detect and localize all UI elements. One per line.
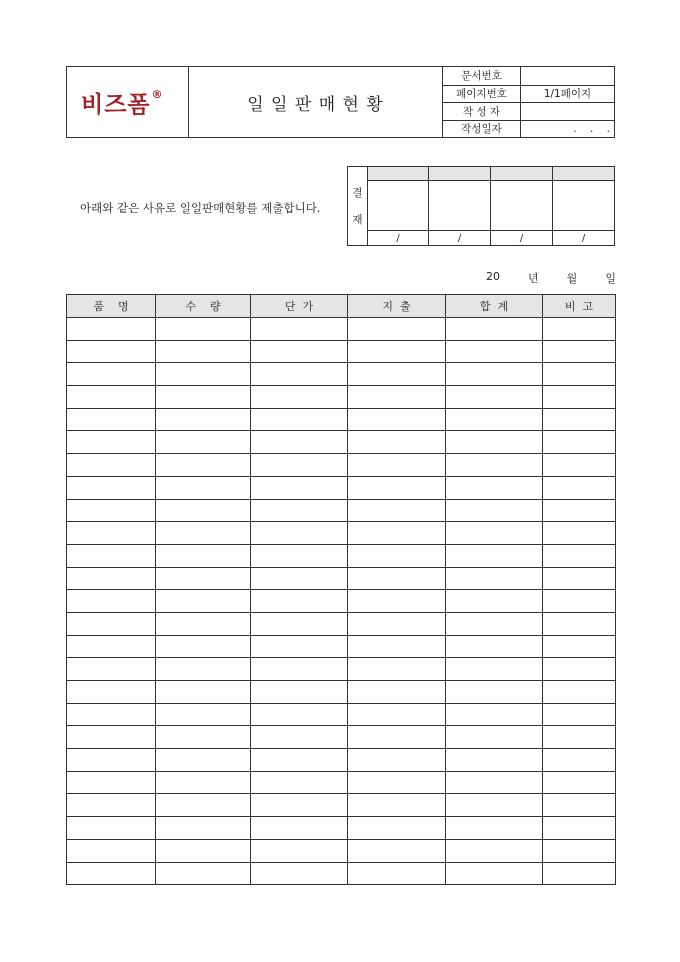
item-cell[interactable] <box>67 658 156 681</box>
item-cell[interactable] <box>67 703 156 726</box>
remarks-cell[interactable] <box>543 794 616 817</box>
table-row <box>67 794 616 817</box>
info-row-date <box>443 120 614 138</box>
expense-cell[interactable] <box>348 839 446 862</box>
remarks-cell[interactable] <box>543 499 616 522</box>
remarks-cell[interactable] <box>543 612 616 635</box>
quantity-cell[interactable] <box>156 318 251 341</box>
total-cell[interactable] <box>446 454 543 477</box>
unit-price-cell[interactable] <box>251 454 348 477</box>
info-label: 페이지번호 <box>443 86 521 103</box>
table-row <box>67 386 616 409</box>
unit-price-cell[interactable] <box>251 726 348 749</box>
table-row <box>67 658 616 681</box>
approval-label-bottom: 재 <box>352 214 363 226</box>
column-header-remarks: 비 고 <box>543 295 616 318</box>
remarks-cell[interactable] <box>543 386 616 409</box>
unit-price-cell[interactable] <box>251 635 348 658</box>
item-cell[interactable] <box>67 408 156 431</box>
month-label: 월 <box>566 272 578 285</box>
table-row <box>67 454 616 477</box>
table-row <box>67 340 616 363</box>
doc-number-field[interactable] <box>521 67 614 85</box>
quantity-cell[interactable] <box>156 476 251 499</box>
approval-title-cell[interactable] <box>553 167 614 181</box>
author-field[interactable] <box>521 103 614 120</box>
expense-cell[interactable] <box>348 544 446 567</box>
report-date-line <box>486 270 616 286</box>
remarks-cell[interactable] <box>543 340 616 363</box>
column-header-quantity: 수 량 <box>156 295 251 318</box>
approval-date-cell[interactable]: / <box>396 232 400 244</box>
created-date-field[interactable]: . . . <box>573 122 610 135</box>
unit-price-cell[interactable] <box>251 431 348 454</box>
submission-statement: 아래와 같은 사유로 일일판매현황를 제출합니다. <box>80 201 321 215</box>
day-label: 일 <box>605 272 616 285</box>
quantity-cell[interactable] <box>156 635 251 658</box>
quantity-cell[interactable] <box>156 590 251 613</box>
document-header <box>66 66 615 138</box>
total-cell[interactable] <box>446 590 543 613</box>
table-row <box>67 612 616 635</box>
remarks-cell[interactable] <box>543 567 616 590</box>
approval-slot[interactable] <box>553 167 614 245</box>
unit-price-cell[interactable] <box>251 567 348 590</box>
item-cell[interactable] <box>67 726 156 749</box>
item-cell[interactable] <box>67 839 156 862</box>
quantity-cell[interactable] <box>156 749 251 772</box>
column-header-unit-price: 단 가 <box>251 295 348 318</box>
item-cell[interactable] <box>67 794 156 817</box>
remarks-cell[interactable] <box>543 839 616 862</box>
total-cell[interactable] <box>446 839 543 862</box>
item-cell[interactable] <box>67 476 156 499</box>
unit-price-cell[interactable] <box>251 590 348 613</box>
expense-cell[interactable] <box>348 454 446 477</box>
item-cell[interactable] <box>67 635 156 658</box>
remarks-cell[interactable] <box>543 749 616 772</box>
info-label: 작 성 자 <box>443 103 521 120</box>
quantity-cell[interactable] <box>156 681 251 704</box>
item-cell[interactable] <box>67 817 156 840</box>
total-cell[interactable] <box>446 363 543 386</box>
expense-cell[interactable] <box>348 590 446 613</box>
quantity-cell[interactable] <box>156 612 251 635</box>
quantity-cell[interactable] <box>156 499 251 522</box>
expense-cell[interactable] <box>348 363 446 386</box>
item-cell[interactable] <box>67 681 156 704</box>
remarks-cell[interactable] <box>543 476 616 499</box>
total-cell[interactable] <box>446 658 543 681</box>
total-cell[interactable] <box>446 544 543 567</box>
table-body <box>67 318 616 885</box>
item-cell[interactable] <box>67 431 156 454</box>
quantity-cell[interactable] <box>156 454 251 477</box>
table-row <box>67 544 616 567</box>
remarks-cell[interactable] <box>543 544 616 567</box>
approval-signature-cell[interactable] <box>429 181 490 231</box>
quantity-cell[interactable] <box>156 431 251 454</box>
total-cell[interactable] <box>446 386 543 409</box>
quantity-cell[interactable] <box>156 839 251 862</box>
remarks-cell[interactable] <box>543 454 616 477</box>
unit-price-cell[interactable] <box>251 340 348 363</box>
expense-cell[interactable] <box>348 567 446 590</box>
table-row <box>67 771 616 794</box>
table-row <box>67 749 616 772</box>
approval-box <box>347 166 615 246</box>
item-cell[interactable] <box>67 590 156 613</box>
item-cell[interactable] <box>67 862 156 885</box>
expense-cell[interactable] <box>348 431 446 454</box>
remarks-cell[interactable] <box>543 703 616 726</box>
quantity-cell[interactable] <box>156 340 251 363</box>
column-header-expense: 지 출 <box>348 295 446 318</box>
logo-text: 비즈폼 <box>81 92 151 118</box>
expense-cell[interactable] <box>348 862 446 885</box>
table-row <box>67 567 616 590</box>
approval-label <box>348 167 368 245</box>
approval-slot[interactable] <box>491 167 553 245</box>
quantity-cell[interactable] <box>156 522 251 545</box>
table-row <box>67 635 616 658</box>
total-cell[interactable] <box>446 476 543 499</box>
approval-signature-cell[interactable] <box>553 181 614 231</box>
unit-price-cell[interactable] <box>251 839 348 862</box>
quantity-cell[interactable] <box>156 408 251 431</box>
remarks-cell[interactable] <box>543 771 616 794</box>
table-row <box>67 590 616 613</box>
total-cell[interactable] <box>446 726 543 749</box>
remarks-cell[interactable] <box>543 590 616 613</box>
approval-title-cell[interactable] <box>491 167 552 181</box>
quantity-cell[interactable] <box>156 703 251 726</box>
page-number-field[interactable]: 1/1페이지 <box>543 88 592 101</box>
unit-price-cell[interactable] <box>251 794 348 817</box>
approval-title-cell[interactable] <box>368 167 428 181</box>
table-row <box>67 726 616 749</box>
approval-date-cell[interactable]: / <box>457 232 462 244</box>
info-label: 작성일자 <box>443 121 521 138</box>
unit-price-cell[interactable] <box>251 499 348 522</box>
quantity-cell[interactable] <box>156 544 251 567</box>
info-row-author <box>443 102 614 120</box>
expense-cell[interactable] <box>348 658 446 681</box>
year-prefix[interactable]: 20 <box>486 270 500 283</box>
item-cell[interactable] <box>67 612 156 635</box>
remarks-cell[interactable] <box>543 817 616 840</box>
total-cell[interactable] <box>446 635 543 658</box>
bizform-logo <box>81 86 164 119</box>
item-cell[interactable] <box>67 771 156 794</box>
item-cell[interactable] <box>67 318 156 341</box>
item-cell[interactable] <box>67 454 156 477</box>
item-cell[interactable] <box>67 749 156 772</box>
total-cell[interactable] <box>446 340 543 363</box>
total-cell[interactable] <box>446 817 543 840</box>
unit-price-cell[interactable] <box>251 363 348 386</box>
total-cell[interactable] <box>446 499 543 522</box>
remarks-cell[interactable] <box>543 318 616 341</box>
unit-price-cell[interactable] <box>251 862 348 885</box>
page-title: 일 일 판 매 현 황 <box>189 67 443 137</box>
quantity-cell[interactable] <box>156 862 251 885</box>
item-cell[interactable] <box>67 340 156 363</box>
quantity-cell[interactable] <box>156 386 251 409</box>
table-row <box>67 318 616 341</box>
quantity-cell[interactable] <box>156 658 251 681</box>
unit-price-cell[interactable] <box>251 749 348 772</box>
expense-cell[interactable] <box>348 499 446 522</box>
item-cell[interactable] <box>67 567 156 590</box>
unit-price-cell[interactable] <box>251 386 348 409</box>
approval-slot[interactable] <box>368 167 429 245</box>
expense-cell[interactable] <box>348 749 446 772</box>
table-row <box>67 703 616 726</box>
total-cell[interactable] <box>446 681 543 704</box>
unit-price-cell[interactable] <box>251 318 348 341</box>
expense-cell[interactable] <box>348 318 446 341</box>
table-row <box>67 408 616 431</box>
remarks-cell[interactable] <box>543 363 616 386</box>
document-info-table <box>443 67 614 137</box>
approval-label-top: 결 <box>352 187 363 199</box>
quantity-cell[interactable] <box>156 771 251 794</box>
unit-price-cell[interactable] <box>251 681 348 704</box>
total-cell[interactable] <box>446 318 543 341</box>
item-cell[interactable] <box>67 363 156 386</box>
item-cell[interactable] <box>67 499 156 522</box>
table-row <box>67 431 616 454</box>
total-cell[interactable] <box>446 703 543 726</box>
expense-cell[interactable] <box>348 635 446 658</box>
remarks-cell[interactable] <box>543 862 616 885</box>
total-cell[interactable] <box>446 567 543 590</box>
expense-cell[interactable] <box>348 476 446 499</box>
expense-cell[interactable] <box>348 522 446 545</box>
unit-price-cell[interactable] <box>251 817 348 840</box>
column-header-total: 합 계 <box>446 295 543 318</box>
total-cell[interactable] <box>446 522 543 545</box>
unit-price-cell[interactable] <box>251 703 348 726</box>
table-row <box>67 862 616 885</box>
expense-cell[interactable] <box>348 817 446 840</box>
total-cell[interactable] <box>446 431 543 454</box>
expense-cell[interactable] <box>348 612 446 635</box>
item-cell[interactable] <box>67 544 156 567</box>
total-cell[interactable] <box>446 408 543 431</box>
expense-cell[interactable] <box>348 408 446 431</box>
remarks-cell[interactable] <box>543 635 616 658</box>
info-row-doc-number <box>443 67 614 85</box>
quantity-cell[interactable] <box>156 726 251 749</box>
remarks-cell[interactable] <box>543 408 616 431</box>
expense-cell[interactable] <box>348 386 446 409</box>
expense-cell[interactable] <box>348 771 446 794</box>
remarks-cell[interactable] <box>543 522 616 545</box>
table-row <box>67 476 616 499</box>
total-cell[interactable] <box>446 612 543 635</box>
remarks-cell[interactable] <box>543 431 616 454</box>
table-header-row <box>67 295 616 318</box>
unit-price-cell[interactable] <box>251 658 348 681</box>
remarks-cell[interactable] <box>543 681 616 704</box>
remarks-cell[interactable] <box>543 726 616 749</box>
expense-cell[interactable] <box>348 340 446 363</box>
registered-mark: ® <box>151 88 164 101</box>
unit-price-cell[interactable] <box>251 612 348 635</box>
table-row <box>67 363 616 386</box>
sales-table <box>66 294 616 885</box>
unit-price-cell[interactable] <box>251 476 348 499</box>
info-row-page-number <box>443 85 614 103</box>
total-cell[interactable] <box>446 794 543 817</box>
table-row <box>67 522 616 545</box>
quantity-cell[interactable] <box>156 567 251 590</box>
table-row <box>67 817 616 840</box>
table-row <box>67 499 616 522</box>
expense-cell[interactable] <box>348 794 446 817</box>
approval-signature-cell[interactable] <box>368 181 428 231</box>
table-row <box>67 681 616 704</box>
approval-title-cell[interactable] <box>429 167 490 181</box>
approval-signature-cell[interactable] <box>491 181 552 231</box>
unit-price-cell[interactable] <box>251 771 348 794</box>
unit-price-cell[interactable] <box>251 408 348 431</box>
expense-cell[interactable] <box>348 681 446 704</box>
item-cell[interactable] <box>67 386 156 409</box>
remarks-cell[interactable] <box>543 658 616 681</box>
column-header-item: 품 명 <box>67 295 156 318</box>
quantity-cell[interactable] <box>156 363 251 386</box>
quantity-cell[interactable] <box>156 794 251 817</box>
logo-cell <box>67 67 189 137</box>
total-cell[interactable] <box>446 862 543 885</box>
expense-cell[interactable] <box>348 726 446 749</box>
approval-date-cell[interactable]: / <box>519 232 524 244</box>
total-cell[interactable] <box>446 771 543 794</box>
unit-price-cell[interactable] <box>251 544 348 567</box>
quantity-cell[interactable] <box>156 817 251 840</box>
approval-date-cell[interactable]: / <box>581 232 586 244</box>
total-cell[interactable] <box>446 749 543 772</box>
unit-price-cell[interactable] <box>251 522 348 545</box>
expense-cell[interactable] <box>348 703 446 726</box>
item-cell[interactable] <box>67 522 156 545</box>
info-label: 문서번호 <box>443 67 521 85</box>
approval-slot[interactable] <box>429 167 491 245</box>
table-row <box>67 839 616 862</box>
year-label: 년 <box>528 272 539 285</box>
